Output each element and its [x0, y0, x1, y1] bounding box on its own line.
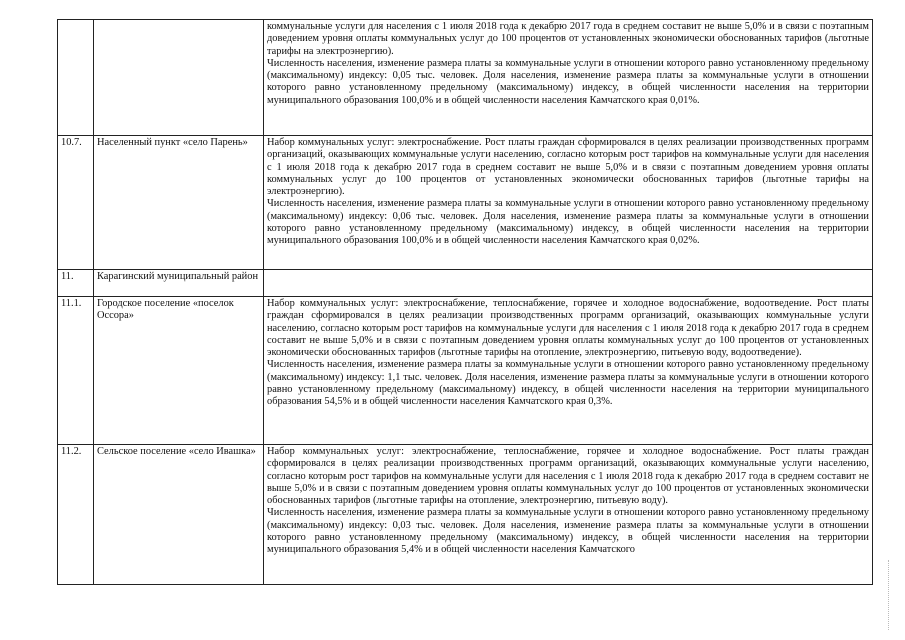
row-number: 11.2. — [58, 445, 94, 585]
row-number — [58, 20, 94, 136]
table-row — [58, 270, 873, 297]
row-description — [264, 270, 873, 297]
settlement-name: Сельское поселение «село Ивашка» — [94, 445, 264, 585]
description-paragraph: Набор коммунальных услуг: электроснабжение. Рост платы граждан сформировался в целях реализации производственных программ организаций, оказывающих коммунальные услуги населению, согласно которым рост тарифов на коммунальные услуги для населения с 1 июля 2018 года к декабрю 2017 года в среднем составит не выше 5,0% и в связи с поэтапным доведением уровня оплаты коммунальных услуг до 100 процентов от установленных экономически обоснованных тарифов (льготные тарифы на электроэнергию). — [267, 137, 869, 198]
description-paragraph: Численность населения, изменение размера платы за коммунальные услуги в отношении которого равно установленному предельному (максимальному) индексу: 0,06 тыс. человек. Доля населения, изменение размера платы за коммунальные услуги в отношении которого равно установленному предельному (максимальному) индексу, в общей численности населения на территории муниципального образования 100,0% и в общей численности населения Камчатского края 0,02%. — [267, 198, 869, 247]
row-number: 10.7. — [58, 136, 94, 270]
row-description — [264, 297, 873, 445]
settlement-name: Городское поселение «поселок Оссора» — [94, 297, 264, 445]
row-number: 11.1. — [58, 297, 94, 445]
description-paragraph: Численность населения, изменение размера платы за коммунальные услуги в отношении которого равно установленному предельному (максимальному) индексу: 1,1 тыс. человек. Доля населения, изменение размера платы за коммунальные услуги в отношении которого равно установленному предельному (максимальному) индексу, в общей численности населения на территории муниципального образования 54,5% и в общей численности населения Камчатского края 0,3%. — [267, 359, 869, 408]
description-paragraph: Набор коммунальных услуг: электроснабжение, теплоснабжение, горячее и холодное водоснабжение, водоотведение. Рост платы граждан сформировался в целях реализации производственных программ организаций, оказывающих коммунальные услуги населению, согласно которым рост тарифов на коммунальные услуги для населения с 1 июля 2018 года к декабрю 2017 года в среднем составит не выше 5,0% и в связи с поэтапным доведением уровня оплаты коммунальных услуг до 100 процентов от установленных экономически обоснованных тарифов (льготные тарифы на отопление, электроэнергию, питьевую воду, водоотведение). — [267, 298, 869, 359]
table-row — [58, 136, 873, 270]
scan-margin-artifact — [888, 560, 892, 630]
settlement-name: Населенный пункт «село Парень» — [94, 136, 264, 270]
settlement-name — [94, 20, 264, 136]
description-paragraph: Набор коммунальных услуг: электроснабжение, теплоснабжение, горячее и холодное водоснабжение. Рост платы граждан сформировался в целях реализации производственных программ организаций, оказывающих коммунальные услуги населению, согласно которым рост тарифов на коммунальные услуги для населения с 1 июля 2018 года к декабрю 2017 года в среднем составит не выше 5,0% и в связи с поэтапным доведением уровня оплаты коммунальных услуг до 100 процентов от установленных экономически обоснованных тарифов (льготные тарифы на отопление, электроэнергию, питьевую воду). — [267, 446, 869, 507]
table-row — [58, 297, 873, 445]
table-row — [58, 20, 873, 136]
row-description — [264, 445, 873, 585]
tariff-table — [57, 19, 873, 585]
row-description — [264, 20, 873, 136]
table-row — [58, 445, 873, 585]
description-paragraph: коммунальные услуги для населения с 1 июля 2018 года к декабрю 2017 года в среднем составит не выше 5,0% и в связи с поэтапным доведением уровня оплаты коммунальных услуг до 100 процентов от установленных экономически обоснованных тарифов (льготные тарифы на электроэнергию). — [267, 21, 869, 57]
description-paragraph: Численность населения, изменение размера платы за коммунальные услуги в отношении которого равно установленному предельному (максимальному) индексу: 0,03 тыс. человек. Доля населения, изменение размера платы за коммунальные услуги в отношении которого равно установленному предельному (максимальному) индексу, в общей численности населения на территории муниципального образования 5,4% и в общей численности населения Камчатского — [267, 507, 869, 556]
row-description — [264, 136, 873, 270]
description-paragraph: Численность населения, изменение размера платы за коммунальные услуги в отношении которого равно установленному предельному (максимальному) индексу: 0,05 тыс. человек. Доля населения, изменение размера платы за коммунальные услуги в отношении которого равно установленному предельному (максимальному) индексу, в общей численности населения на территории муниципального образования 100,0% и в общей численности населения Камчатского края 0,01%. — [267, 57, 869, 106]
district-name: Карагинский муниципальный район — [94, 270, 264, 297]
row-number: 11. — [58, 270, 94, 297]
